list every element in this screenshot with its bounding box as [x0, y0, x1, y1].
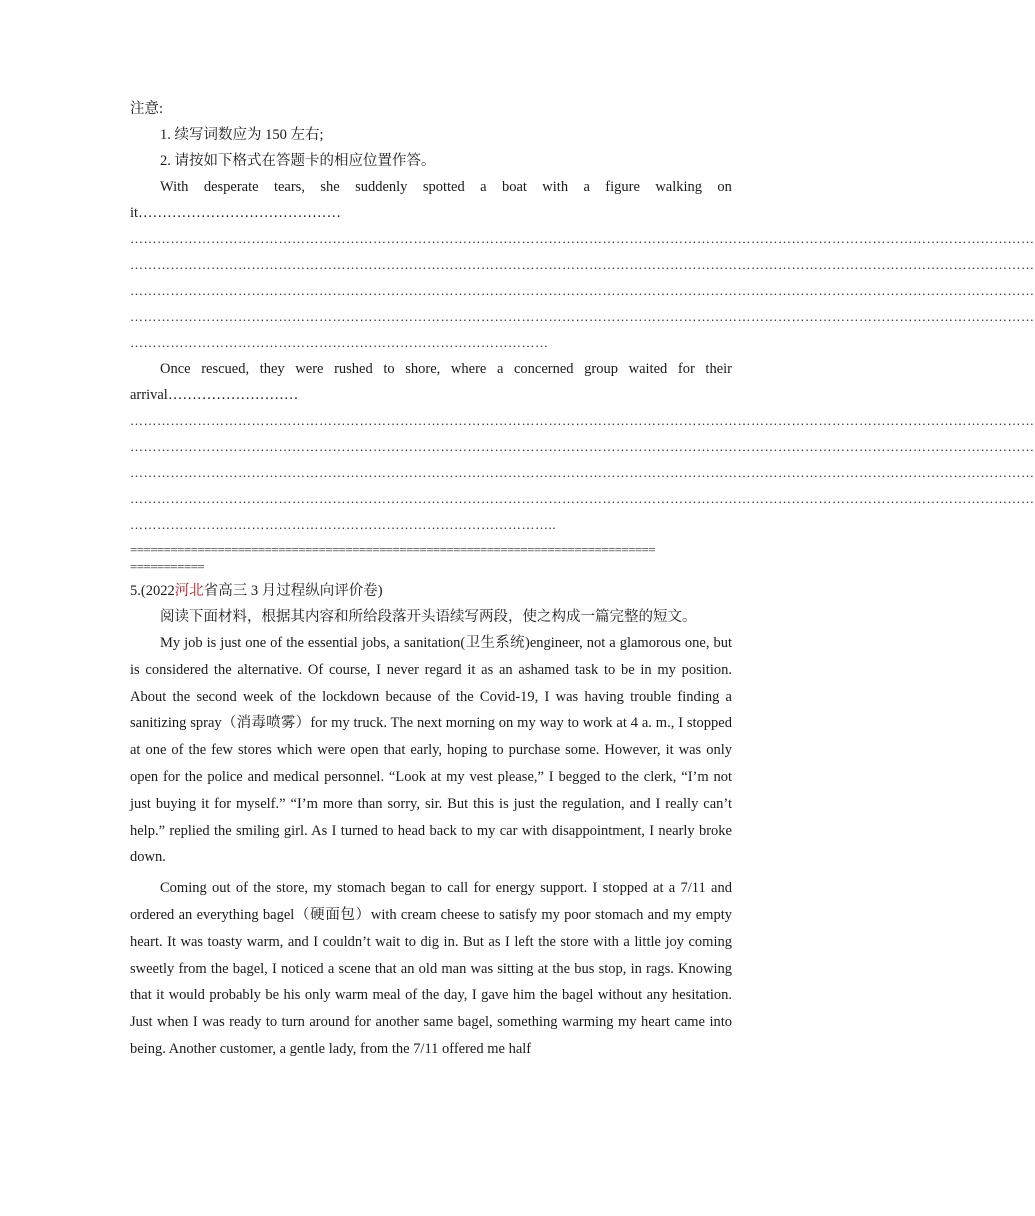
separator-line: ==============================================================================	[130, 542, 656, 557]
prompt-word: Once	[160, 361, 191, 377]
writing-line: …………………………………………………………………………………………………………………………………………………………………………………	[130, 413, 1035, 428]
writing-line: …………………………………………………………………………………………………………………………………………………………………………………	[130, 283, 1035, 298]
prompt-word: With	[160, 179, 189, 195]
question-title	[130, 578, 732, 604]
prompt-1-continuation: it……………………………………	[130, 205, 342, 221]
prompt-word: to	[383, 361, 395, 377]
prompt-word: shore,	[405, 361, 441, 377]
writing-line: …………………………………………………………………………………..	[130, 517, 556, 532]
writing-line: …………………………………………………………………………………………………………………………………………………………………………………	[130, 309, 1035, 324]
prompt-1-opening	[130, 174, 732, 200]
prompt-word: boat	[501, 179, 527, 195]
prompt-2-continuation: arrival………………………	[130, 387, 299, 403]
question-number: 5.(2022	[130, 583, 175, 599]
writing-line: …………………………………………………………………………………………………………………………………………………………………………………	[130, 231, 1035, 246]
prompt-word: rushed	[334, 361, 373, 377]
prompt-word: concerned	[513, 361, 574, 377]
question-instruction: 阅读下面材料，根据其内容和所给段落开头语续写两段，使之构成一篇完整的短文。	[160, 609, 697, 625]
prompt-word: where	[450, 361, 487, 377]
prompt-word: group	[584, 361, 619, 377]
prompt-word: a	[480, 179, 487, 195]
prompt-word: with	[542, 179, 569, 195]
prompt-word: were	[295, 361, 324, 377]
prompt-word: a	[583, 179, 590, 195]
notice-rule-2: 2. 请按如下格式在答题卡的相应位置作答。	[160, 153, 436, 169]
writing-line: …………………………………………………………………………………………………………………………………………………………………………………	[130, 439, 1035, 454]
prompt-word: spotted	[422, 179, 465, 195]
writing-line: …………………………………………………………………………………	[130, 335, 549, 350]
prompt-word: she	[320, 179, 340, 195]
prompt-word: rescued,	[201, 361, 250, 377]
passage-paragraph-2: Coming out of the store, my stomach began to call for energy support. I stopped at a 7/11 and ordered an everything bagel（硬面包）with cream cheese to satisfy my poor stomach and my empty heart. It was toasty warm, and I couldn’t wait to dig in. But as I left the store with a little joy coming sweetly from the bagel, I noticed a scene that an old man was sitting at the bus stop, in rags. Knowing that it would probably be his only warm meal of the day, I gave him the bagel without any hesitation. Just when I was ready to turn around for another same bagel, something warming my heart came into being. Another customer, a gentle lady, from the 7/11 offered me half	[130, 880, 732, 1057]
document-page	[130, 96, 1035, 1063]
prompt-word: walking	[655, 179, 703, 195]
prompt-word: waited	[628, 361, 668, 377]
notice-rule-1: 1. 续写词数应为 150 左右;	[160, 127, 324, 143]
prompt-word: they	[259, 361, 285, 377]
prompt-word: for	[677, 361, 695, 377]
prompt-word: desperate	[203, 179, 259, 195]
writing-line: …………………………………………………………………………………………………………………………………………………………………………………	[130, 465, 1035, 480]
question-source: 省高三 3 月过程纵向评价卷)	[203, 583, 383, 599]
writing-line: …………………………………………………………………………………………………………………………………………………………………………………	[130, 491, 1035, 506]
prompt-word: tears,	[273, 179, 305, 195]
prompt-word: figure	[605, 179, 640, 195]
prompt-word: suddenly	[355, 179, 408, 195]
prompt-word: on	[717, 179, 732, 195]
writing-line: …………………………………………………………………………………………………………………………………………………………………………………	[130, 257, 1035, 272]
prompt-word: a	[496, 361, 504, 377]
passage-paragraph-1: My job is just one of the essential jobs, a sanitation(卫生系统)engineer, not a glamorous one, but is considered the alternative. Of course, I never regard it as an ashamed task to be in my position. About the second week of the lockdown because of the Covid-19, I was having trouble finding a sanitizing spray（消毒喷雾）for my truck. The next morning on my way to work at 4 a. m., I stopped at one of the few stores which were open that early, hoping to purchase some. However, it was only open for the police and medical personnel. “Look at my vest please,” I begged to the clerk, “I’m not just buying it for myself.” “I’m more than sorry, sir. But this is just the regulation, and I really can’t help.” replied the smiling girl. As I turned to head back to my car with disappointment, I nearly broke down.	[130, 635, 732, 866]
notice-heading: 注意:	[130, 101, 164, 117]
prompt-word: their	[705, 361, 732, 377]
separator-line-short: ===========	[130, 559, 205, 574]
question-region: 河北	[174, 583, 204, 599]
prompt-2-opening	[130, 356, 732, 382]
